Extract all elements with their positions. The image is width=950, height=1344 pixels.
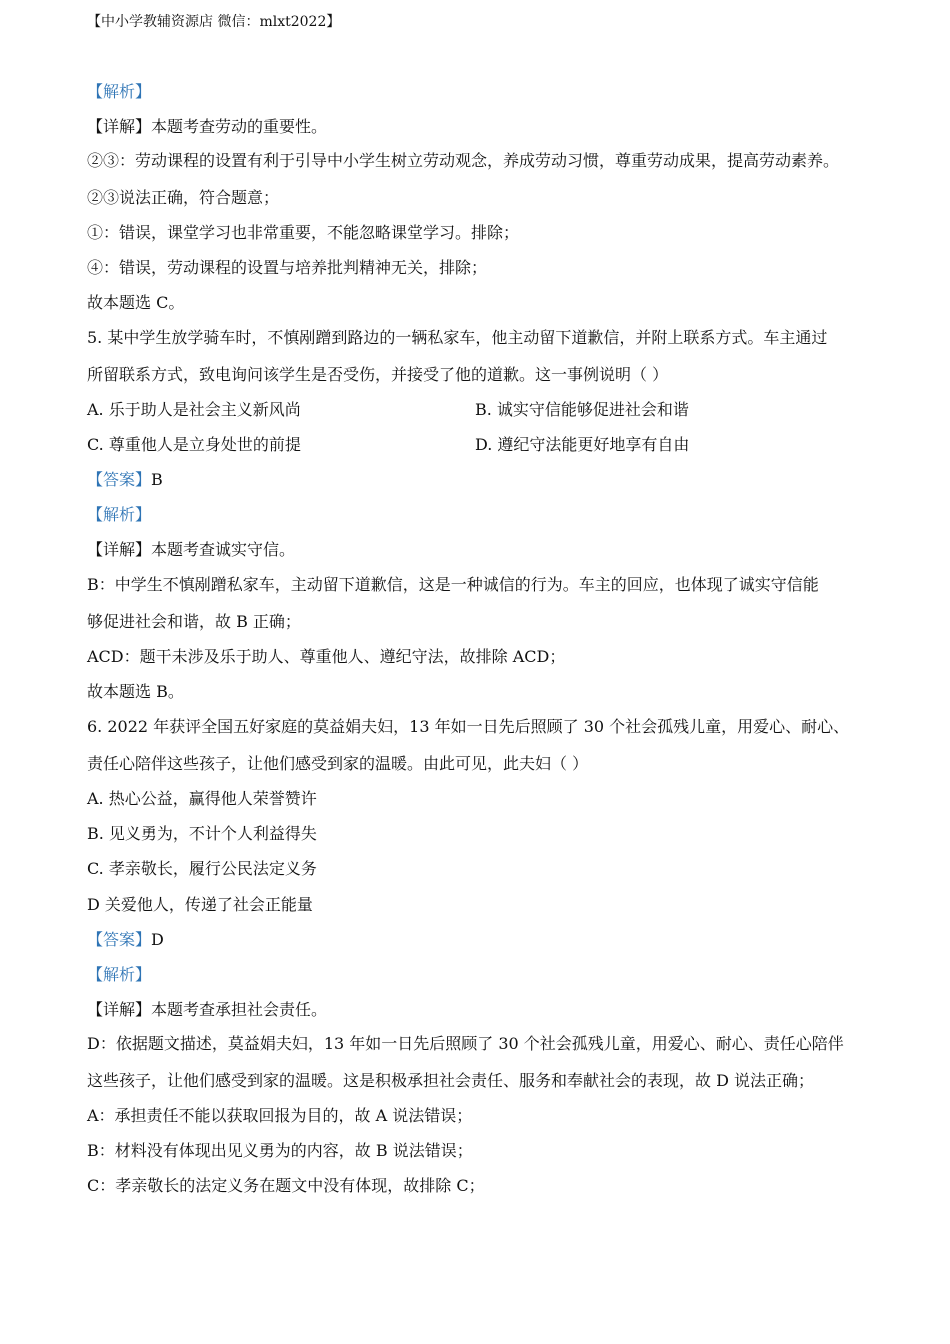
explanation-line: 够促进社会和谐，故 B 正确； bbox=[87, 612, 301, 631]
option-a: A. 乐于助人是社会主义新风尚 bbox=[87, 400, 301, 419]
explanation-line: A：承担责任不能以获取回报为目的，故 A 说法错误； bbox=[87, 1106, 473, 1125]
question-stem: 所留联系方式，致电询问该学生是否受伤，并接受了他的道歉。这一事例说明（ ） bbox=[87, 365, 669, 384]
option-d: D 关爱他人，传递了社会正能量 bbox=[87, 895, 313, 914]
answer-line bbox=[87, 470, 163, 490]
explanation-line: ④：错误，劳动课程的设置与培养批判精神无关，排除； bbox=[87, 258, 488, 277]
question-stem: 责任心陪伴这些孩子，让他们感受到家的温暖。由此可见，此夫妇（ ） bbox=[87, 754, 589, 773]
answer-value: B bbox=[151, 470, 163, 489]
explanation-line: C：孝亲敬长的法定义务在题文中没有体现，故排除 C； bbox=[87, 1176, 485, 1195]
detail-line: 【详解】本题考查诚实守信。 bbox=[87, 540, 296, 559]
answer-value: D bbox=[151, 930, 164, 949]
detail-line: 【详解】本题考查承担社会责任。 bbox=[87, 1000, 328, 1019]
option-d: D. 遵纪守法能更好地享有自由 bbox=[475, 435, 690, 454]
explanation-line: B：中学生不慎剐蹭私家车，主动留下道歉信，这是一种诚信的行为。车主的回应，也体现了诚实守信能 bbox=[87, 575, 819, 594]
answer-tag: 【答案】 bbox=[87, 930, 152, 949]
detail-line: 【详解】本题考查劳动的重要性。 bbox=[87, 117, 328, 136]
question-stem: 5. 某中学生放学骑车时，不慎剐蹭到路边的一辆私家车，他主动留下道歉信，并附上联系方式。车主通过 bbox=[87, 328, 828, 347]
explanation-line: ACD：题干未涉及乐于助人、尊重他人、遵纪守法，故排除 ACD； bbox=[87, 647, 566, 666]
explanation-line: 这些孩子，让他们感受到家的温暖。这是积极承担社会责任、服务和奉献社会的表现，故 D 说法正确； bbox=[87, 1071, 815, 1090]
question-stem: 6. 2022 年获评全国五好家庭的莫益娟夫妇，13 年如一日先后照顾了 30 个社会孤残儿童，用爱心、耐心、 bbox=[87, 717, 850, 736]
option-c: C. 孝亲敬长，履行公民法定义务 bbox=[87, 859, 317, 878]
option-c: C. 尊重他人是立身处世的前提 bbox=[87, 435, 301, 454]
answer-line bbox=[87, 930, 164, 950]
page-header: 【中小学教辅资源店 微信：mlxt2022】 bbox=[87, 14, 341, 30]
explanation-line: 故本题选 B。 bbox=[87, 682, 184, 701]
analysis-tag: 【解析】 bbox=[87, 82, 152, 101]
answer-tag: 【答案】 bbox=[87, 470, 152, 489]
explanation-line: ②③：劳动课程的设置有利于引导中小学生树立劳动观念，养成劳动习惯，尊重劳动成果，提高劳动素养。 bbox=[87, 151, 840, 170]
explanation-line: D：依据题文描述，莫益娟夫妇，13 年如一日先后照顾了 30 个社会孤残儿童，用爱心、耐心、责任心陪伴 bbox=[87, 1034, 844, 1053]
explanation-line: 故本题选 C。 bbox=[87, 293, 185, 312]
option-b: B. 诚实守信能够促进社会和谐 bbox=[475, 400, 689, 419]
option-b: B. 见义勇为，不计个人利益得失 bbox=[87, 824, 317, 843]
explanation-line: B：材料没有体现出见义勇为的内容，故 B 说法错误； bbox=[87, 1141, 473, 1160]
explanation-line: ①：错误，课堂学习也非常重要，不能忽略课堂学习。排除； bbox=[87, 223, 520, 242]
analysis-tag: 【解析】 bbox=[87, 965, 152, 984]
explanation-line: ②③说法正确，符合题意； bbox=[87, 188, 280, 207]
option-a: A. 热心公益，赢得他人荣誉赞许 bbox=[87, 789, 317, 808]
analysis-tag: 【解析】 bbox=[87, 505, 152, 524]
